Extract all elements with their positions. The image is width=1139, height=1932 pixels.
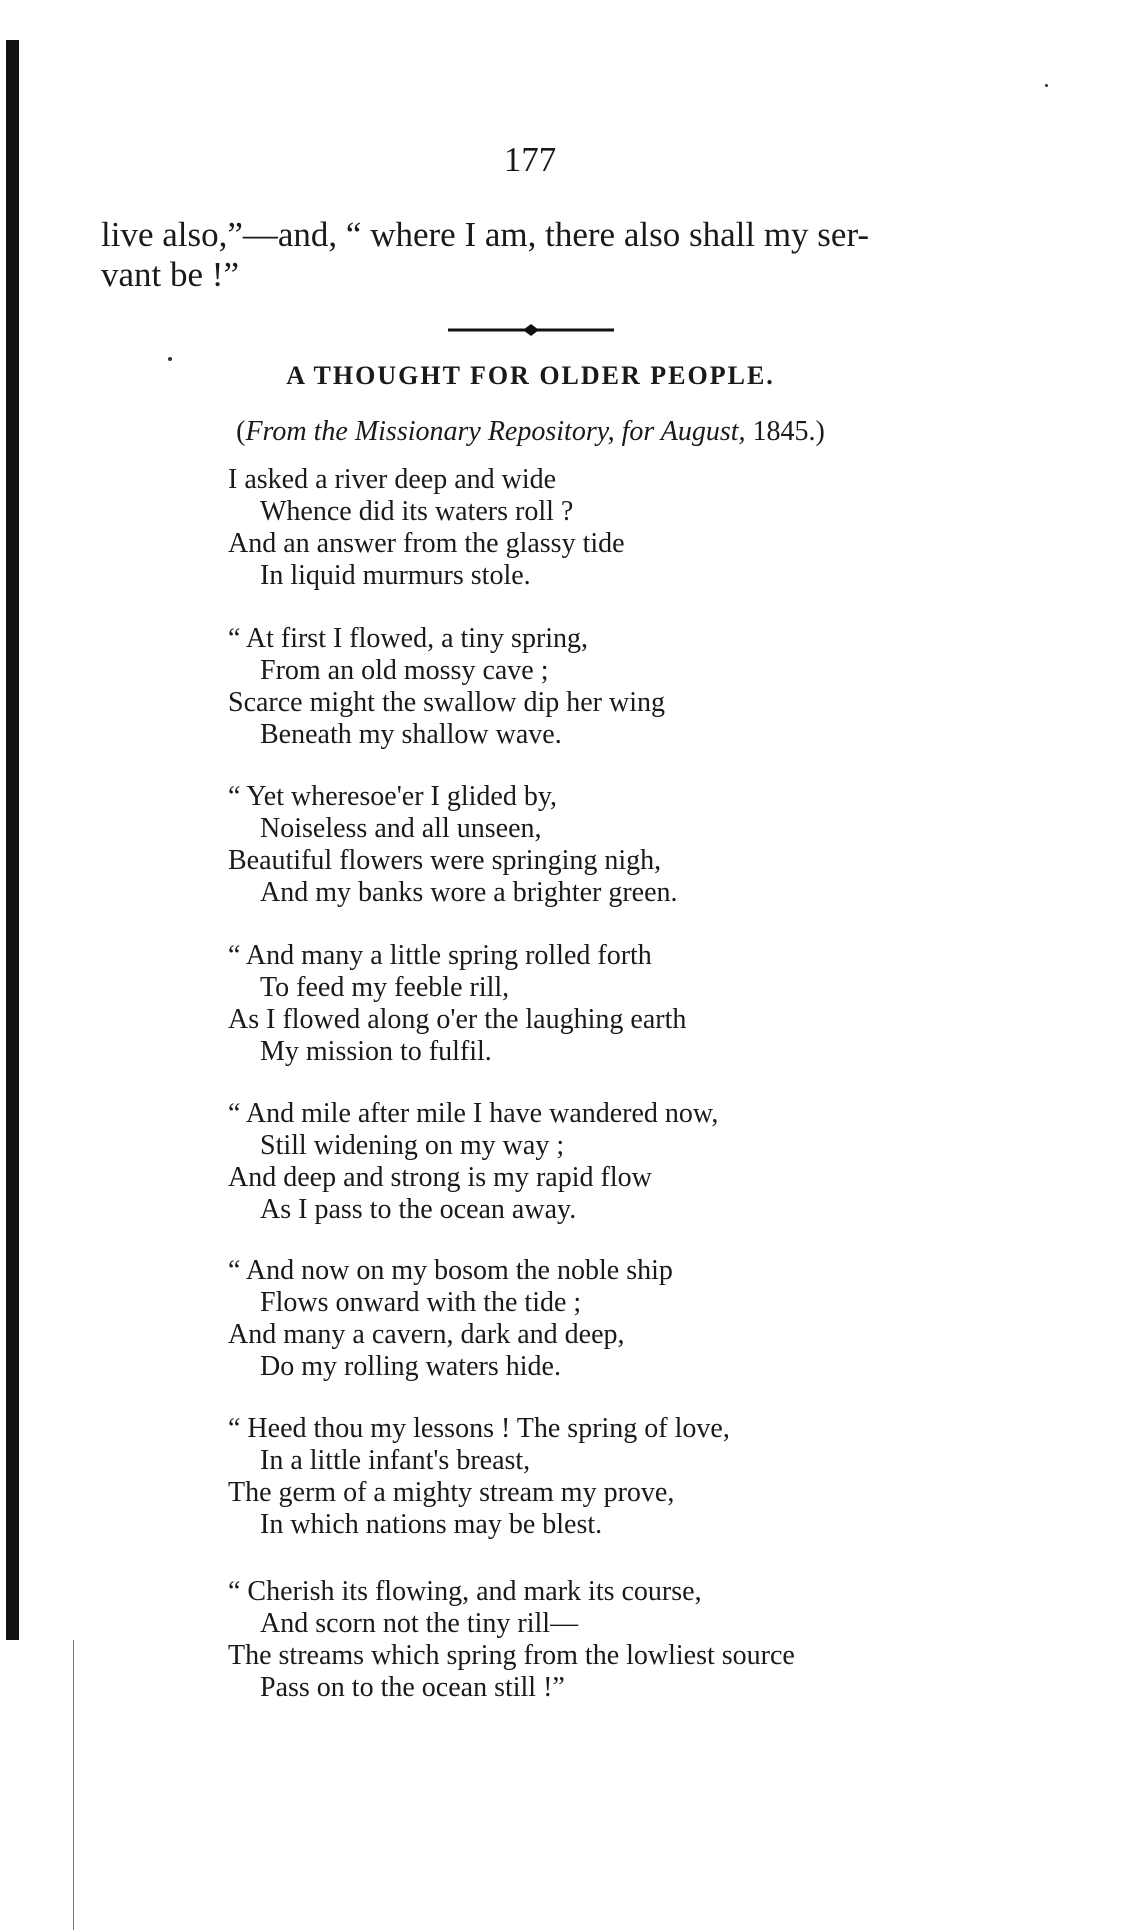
poem-line: In liquid murmurs stole. [260,560,531,591]
poem-title: A THOUGHT FOR OLDER PEOPLE. [286,361,775,390]
poem-line: And my banks wore a brighter green. [260,877,678,908]
poem-stanza [228,1255,673,1383]
poem-line: “ And mile after mile I have wandered now, [228,1098,719,1129]
poem-line: And deep and strong is my rapid flow [228,1162,652,1193]
poem-line: Beautiful flowers were springing nigh, [228,845,662,876]
poem-line: To feed my feeble rill, [260,972,510,1003]
poem-stanza [228,1576,795,1704]
poem-line: From an old mossy cave ; [260,655,549,686]
poem-line: Still widening on my way ; [260,1130,565,1161]
poem-line: “ At first I flowed, a tiny spring, [228,623,589,654]
poem-line: I asked a river deep and wide [228,464,557,495]
book-binding-edge [6,40,19,1640]
section-divider-ornament [448,322,614,338]
poem-line: Pass on to the ocean still !” [260,1672,565,1703]
source-paren: ( [236,416,246,447]
poem-line: In which nations may be blest. [260,1509,603,1540]
poem-stanza [228,1413,730,1541]
prose-line: vant be !” [101,255,239,294]
source-year: 1845.) [745,416,825,447]
poem-stanza [228,1098,718,1226]
paper-speck [1045,84,1048,87]
poem-stanza [228,623,665,751]
poem-line: My mission to fulfil. [260,1036,492,1067]
poem-line: “ Yet wheresoe'er I glided by, [228,781,558,812]
page-number: 177 [503,140,557,179]
poem-line: In a little infant's breast, [260,1445,531,1476]
poem-line: Flows onward with the tide ; [260,1287,582,1318]
poem-line: Scarce might the swallow dip her wing [228,687,666,718]
page-edge-line [73,1640,74,1930]
poem-line: Whence did its waters roll ? [260,496,574,527]
poem-line: “ Cherish its flowing, and mark its course, [228,1576,702,1607]
poem-line: The germ of a mighty stream my prove, [228,1477,675,1508]
source-publication: From the Missionary Repository, for August, [245,416,746,447]
poem-source [0,416,1061,448]
poem-line: “ And now on my bosom the noble ship [228,1255,673,1286]
poem-line: Beneath my shallow wave. [260,719,562,750]
poem-line: And many a cavern, dark and deep, [228,1319,625,1350]
prose-continuation [101,215,981,295]
poem-line: “ And many a little spring rolled forth [228,940,652,971]
poem-line: The streams which spring from the lowliest source [228,1640,795,1671]
poem-line: As I flowed along o'er the laughing earth [228,1004,687,1035]
poem-stanza [228,781,678,909]
poem-line: Noiseless and all unseen, [260,813,542,844]
poem-stanza [228,464,625,592]
poem-line: Do my rolling waters hide. [260,1351,561,1382]
poem-line: As I pass to the ocean away. [260,1194,577,1225]
poem-line: “ Heed thou my lessons ! The spring of love, [228,1413,730,1444]
poem-line: And scorn not the tiny rill— [260,1608,579,1639]
poem-line: And an answer from the glassy tide [228,528,625,559]
prose-line: live also,”—and, “ where I am, there also shall my ser- [101,215,870,254]
poem-stanza [228,940,686,1068]
